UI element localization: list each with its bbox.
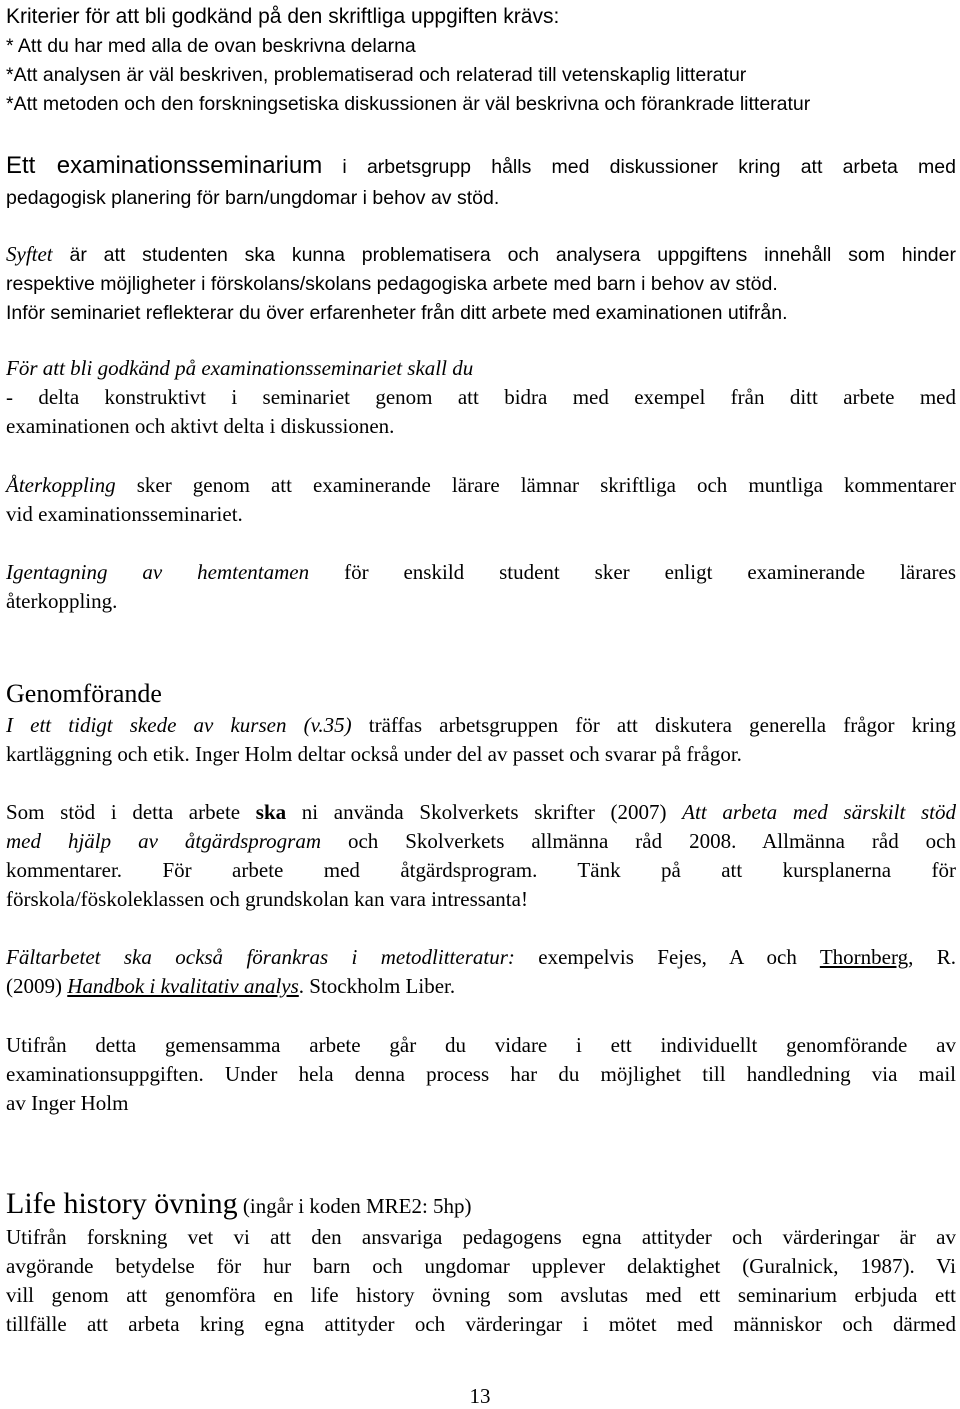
fieldwork-lead: Fältarbetet ska också förankras i metodlitteratur:: [6, 945, 515, 969]
book-link[interactable]: Handbok i kvalitativ analys: [67, 974, 299, 998]
publication-title-cont: med hjälp av åtgärdsprogram: [6, 829, 321, 853]
fieldwork-paragraph: Fältarbetet ska också förankras i metodlitteratur: exempelvis Fejes, A och Thornberg, R. (2009) Handbok i kvalitativ analys. Stockholm Liber.: [6, 945, 956, 998]
pass-requirements-paragraph: För att bli godkänd på examinationsseminariet skall du - delta konstruktivt i seminariet genom att bidra med exempel från ditt arbete med examinationen och aktivt delta i diskussionen.: [6, 356, 956, 438]
life-history-title: Life history övning: [6, 1187, 238, 1220]
author-link[interactable]: Thornberg: [819, 945, 909, 969]
pass-requirements-lead: För att bli godkänd på examinationsseminariet skall du: [6, 356, 474, 380]
retake-paragraph: Igentagning av hemtentamen för enskild student sker enligt examinerande lärares återkoppling.: [6, 560, 956, 613]
criteria-item: *Att metoden och den forskningsetiska diskussionen är väl beskrivna och förankrade litteratur: [6, 93, 811, 115]
feedback-paragraph: Återkoppling sker genom att examinerande lärare lämnar skriftliga och muntliga kommentarer vid examinationsseminariet.: [6, 473, 956, 526]
page-number: 13: [469, 1384, 491, 1408]
feedback-lead: Återkoppling: [6, 473, 116, 497]
criteria-list: [6, 32, 956, 119]
emphasis-ska: ska: [255, 800, 287, 824]
implementation-paragraph: I ett tidigt skede av kursen (v.35) träffas arbetsgruppen för att diskutera generella frågor kring kartläggning och etik. Inger Holm deltar också under del av passet och svarar på frågor.: [6, 713, 956, 766]
exam-seminar-paragraph: Ett examinationsseminarium i arbetsgrupp hålls med diskussioner kring att arbeta med pedagogisk planering för barn/ungdomar i behov av stöd.: [6, 152, 956, 209]
implementation-lead: I ett tidigt skede av kursen (v.35): [6, 713, 352, 737]
implementation-heading: Genomförande: [6, 679, 162, 708]
publication-title: Att arbeta med särskilt stöd: [682, 800, 956, 824]
continuation-paragraph: Utifrån detta gemensamma arbete går du vidare i ett individuellt genomförande av examinationsuppgiften. Under hela denna process har du möjlighet till handledning via mail av Inger Holm: [6, 1033, 956, 1115]
criteria-item: *Att analysen är väl beskriven, problematiserad och relaterad till vetenskaplig litteratur: [6, 64, 747, 86]
criteria-item: * Att du har med alla de ovan beskrivna delarna: [6, 35, 416, 57]
purpose-lead: Syftet: [6, 242, 53, 266]
criteria-heading: Kriterier för att bli godkänd på den skriftliga uppgiften krävs:: [6, 5, 560, 28]
life-history-note: (ingår i koden MRE2: 5hp): [237, 1194, 472, 1218]
retake-lead: Igentagning av hemtentamen: [6, 560, 310, 584]
exam-seminar-title: Ett examinationsseminarium: [6, 152, 323, 179]
life-history-paragraph: Utifrån forskning vet vi att den ansvariga pedagogens egna attityder och värderingar är av avgörande betydelse för hur barn och ungdomar upplever delaktighet (Guralnick, 1987). Vi vill genom att genomföra en life history övning som avslutas med ett seminarium erbjuda ett tillfälle att arbeta kring egna attityder och värderingar i mötet med människor och därmed: [6, 1225, 956, 1336]
support-paragraph: Som stöd i detta arbete ska ni använda Skolverkets skrifter (2007) Att arbeta med särskilt stöd med hjälp av åtgärdsprogram och Skolverkets allmänna råd 2008. Allmänna råd och kommentarer. För arbete med åtgärdsprogram. Tänk på att kursplanerna för förskola/föskoleklassen och grundskolan kan vara intressanta!: [6, 800, 956, 911]
life-history-heading: [6, 1184, 956, 1226]
purpose-paragraph: Syftet är att studenten ska kunna problematisera och analysera uppgiftens innehåll som hinder respektive möjligheter i förskolans/skolans pedagogiska arbete med barn i behov av stöd. Inför seminariet reflekterar du över erfarenheter från ditt arbete med examinationen utifrån.: [6, 242, 956, 324]
